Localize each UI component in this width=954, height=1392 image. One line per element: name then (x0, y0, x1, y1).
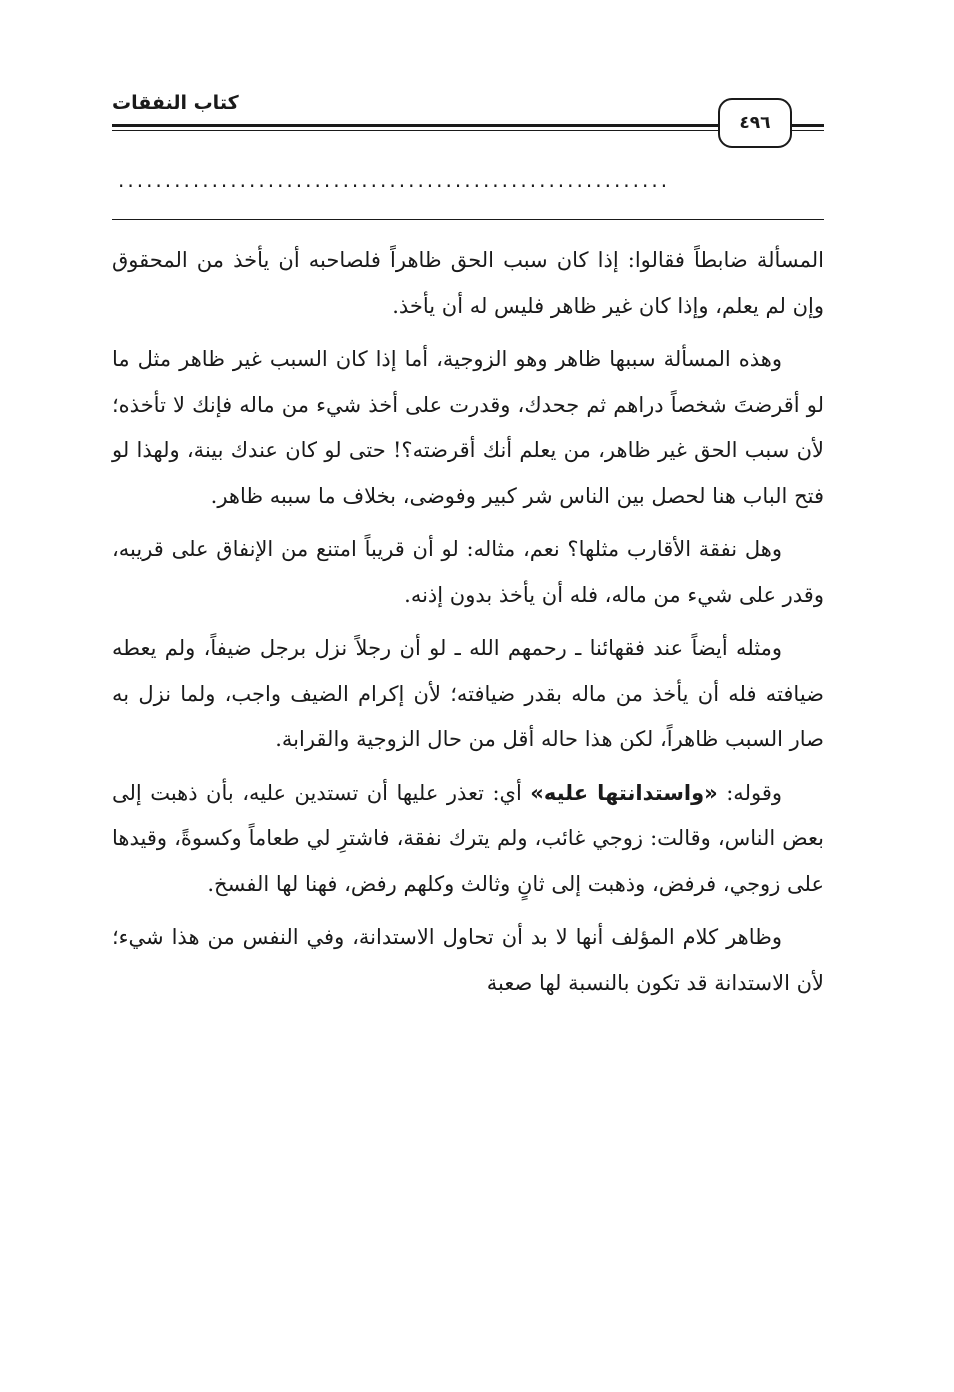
paragraph-text: وهل نفقة الأقارب مثلها؟ نعم، مثاله: لو أن قريباً امتنع من الإنفاق على قريبه، وقدر على شيء من ماله، فله أن يأخذ بدون إذنه. (112, 537, 824, 607)
paragraph-5 (112, 771, 824, 908)
paragraph-2 (112, 337, 824, 519)
page-number-box (718, 98, 792, 148)
page-body (112, 238, 824, 1014)
paragraph-text: وظاهر كلام المؤلف أنها لا بد أن تحاول الاستدانة، وفي النفس من هذا شيء؛ لأن الاستدانة قد تكون بالنسبة لها صعبة (112, 925, 824, 995)
paragraph-text: ومثله أيضاً عند فقهائنا ـ رحمهم الله ـ لو أن رجلاً نزل برجل ضيفاً، ولم يعطه ضيافته فله أن يأخذ من ماله بقدر ضيافته؛ لأن إكرام الضيف واجب، ولما نزل به صار السبب ظاهراً، لكن هذا حاله أقل من حال الزوجية والقرابة. (112, 636, 824, 751)
paragraph-text: أي: تعذر عليها أن تستدين عليه، بأن ذهبت إلى بعض الناس، وقالت: زوجي غائب، ولم يترك نفقة، فاشترِ لي طعاماً وكسوةً، وقيدها على زوجي، فرفض، وذهبت إلى ثانٍ وثالث وكلهم رفض، فهنا لها الفسخ. (112, 780, 824, 896)
paragraph-prefix: وقوله: (717, 780, 782, 805)
book-title: كتاب النفقات (112, 92, 239, 114)
header-rule-right (790, 124, 824, 131)
paragraph-6 (112, 915, 824, 1006)
header-rule-left (112, 124, 722, 131)
separator-rule (112, 219, 824, 220)
dotted-line: ........................................................... (118, 168, 671, 192)
paragraph-text: وهذه المسألة سببها ظاهر وهو الزوجية، أما إذا كان السبب غير ظاهر مثل ما لو أقرضتَ شخصاً دراهم ثم جحدك، وقدرت على أخذ شيء من ماله فإنك لا تأخذه؛ لأن سبب الحق غير ظاهر، من يعلم أنك أقرضته؟! حتى لو كان عندك بينة، ولهذا لو فتح الباب هنا لحصل بين الناس شر كبير وفوضى، بخلاف ما سببه ظاهر. (112, 347, 824, 508)
quoted-text: «واستدانتها عليه» (530, 780, 718, 805)
paragraph-4 (112, 626, 824, 763)
paragraph-text: المسألة ضابطاً فقالوا: إذا كان سبب الحق ظاهراً فلصاحبه أن يأخذ من المحقوق وإن لم يعلم، وإذا كان غير ظاهر فليس له أن يأخذ. (112, 248, 824, 318)
paragraph-3 (112, 527, 824, 618)
paragraph-1 (112, 238, 824, 329)
page-number: ٤٩٦ (739, 113, 771, 133)
page-header (112, 88, 824, 150)
